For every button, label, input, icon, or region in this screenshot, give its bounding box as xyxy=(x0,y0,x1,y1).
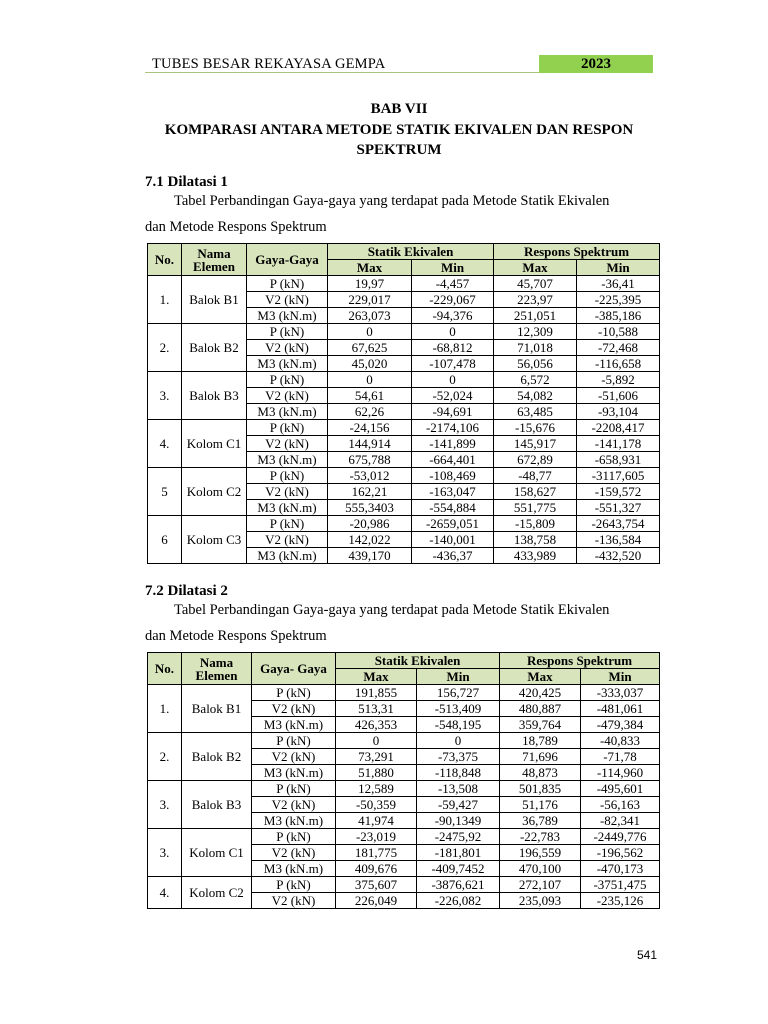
force-type: V2 (kN) xyxy=(252,893,336,909)
section1-para-line2: dan Metode Respons Spektrum xyxy=(145,219,327,235)
statik-min: -13,508 xyxy=(417,781,500,797)
chapter-title-line2: SPEKTRUM xyxy=(356,142,442,158)
respons-min: -196,562 xyxy=(581,845,660,861)
force-type: M3 (kN.m) xyxy=(247,452,328,468)
statik-min: 0 xyxy=(412,324,494,340)
force-type: M3 (kN.m) xyxy=(252,717,336,733)
statik-max: 51,880 xyxy=(336,765,417,781)
respons-max: 51,176 xyxy=(500,797,581,813)
table-row xyxy=(148,420,660,436)
row-number: 3. xyxy=(148,372,182,420)
respons-min: -136,584 xyxy=(577,532,660,548)
respons-max: 138,758 xyxy=(494,532,577,548)
col-header-se-max: Max xyxy=(328,260,412,276)
statik-max: 555,3403 xyxy=(328,500,412,516)
section1-para-line1: Tabel Perbandingan Gaya-gaya yang terdapat pada Metode Statik Ekivalen xyxy=(174,193,610,209)
respons-max: 272,107 xyxy=(500,877,581,893)
element-name: Balok B3 xyxy=(182,372,247,420)
statik-min: -141,899 xyxy=(412,436,494,452)
respons-max: 223,97 xyxy=(494,292,577,308)
respons-max: 158,627 xyxy=(494,484,577,500)
statik-min: -4,457 xyxy=(412,276,494,292)
statik-max: 513,31 xyxy=(336,701,417,717)
statik-max: 73,291 xyxy=(336,749,417,765)
respons-max: 12,309 xyxy=(494,324,577,340)
statik-max: 144,914 xyxy=(328,436,412,452)
statik-max: 45,020 xyxy=(328,356,412,372)
force-type: M3 (kN.m) xyxy=(252,813,336,829)
statik-min: -52,024 xyxy=(412,388,494,404)
statik-max: 19,97 xyxy=(328,276,412,292)
statik-min: -3876,621 xyxy=(417,877,500,893)
row-number: 1. xyxy=(148,276,182,324)
force-type: V2 (kN) xyxy=(247,292,328,308)
element-name: Balok B2 xyxy=(182,324,247,372)
col-header-se-max: Max xyxy=(336,669,417,685)
respons-min: -141,178 xyxy=(577,436,660,452)
respons-min: -495,601 xyxy=(581,781,660,797)
force-type: M3 (kN.m) xyxy=(247,404,328,420)
col-header-rs-min: Min xyxy=(577,260,660,276)
col-header-rs-min: Min xyxy=(581,669,660,685)
respons-max: 501,835 xyxy=(500,781,581,797)
statik-min: -2659,051 xyxy=(412,516,494,532)
respons-min: -551,327 xyxy=(577,500,660,516)
table-dilatasi-2 xyxy=(147,652,660,909)
statik-min: -118,848 xyxy=(417,765,500,781)
respons-max: 672,89 xyxy=(494,452,577,468)
respons-min: -71,78 xyxy=(581,749,660,765)
respons-min: -3117,605 xyxy=(577,468,660,484)
force-type: P (kN) xyxy=(252,877,336,893)
col-header-nama-elemen: Nama Elemen xyxy=(182,244,247,276)
statik-max: 0 xyxy=(328,372,412,388)
element-name: Kolom C2 xyxy=(182,468,247,516)
respons-min: -479,384 xyxy=(581,717,660,733)
table-row xyxy=(148,324,660,340)
respons-min: -3751,475 xyxy=(581,877,660,893)
respons-max: 48,873 xyxy=(500,765,581,781)
statik-min: -2174,106 xyxy=(412,420,494,436)
respons-max: 45,707 xyxy=(494,276,577,292)
header-year: 2023 xyxy=(539,55,653,73)
statik-max: 181,775 xyxy=(336,845,417,861)
statik-min: -73,375 xyxy=(417,749,500,765)
statik-max: 675,788 xyxy=(328,452,412,468)
table-row xyxy=(148,468,660,484)
respons-max: 6,572 xyxy=(494,372,577,388)
element-name: Kolom C1 xyxy=(182,829,252,877)
row-number: 3. xyxy=(148,781,182,829)
respons-max: 470,100 xyxy=(500,861,581,877)
statik-min: -229,067 xyxy=(412,292,494,308)
table-row xyxy=(148,877,660,893)
element-name: Kolom C3 xyxy=(182,516,247,564)
respons-min: -2449,776 xyxy=(581,829,660,845)
respons-max: -48,77 xyxy=(494,468,577,484)
respons-min: -51,606 xyxy=(577,388,660,404)
table-row xyxy=(148,685,660,701)
table-body xyxy=(148,276,660,564)
statik-max: -53,012 xyxy=(328,468,412,484)
respons-max: -22,783 xyxy=(500,829,581,845)
force-type: M3 (kN.m) xyxy=(247,356,328,372)
respons-min: -658,931 xyxy=(577,452,660,468)
force-type: P (kN) xyxy=(247,516,328,532)
statik-max: 0 xyxy=(336,733,417,749)
section2-title: 7.2 Dilatasi 2 xyxy=(145,583,228,599)
force-type: M3 (kN.m) xyxy=(247,500,328,516)
respons-max: 56,056 xyxy=(494,356,577,372)
statik-max: 229,017 xyxy=(328,292,412,308)
statik-max: -20,986 xyxy=(328,516,412,532)
statik-max: 426,353 xyxy=(336,717,417,733)
respons-min: -432,520 xyxy=(577,548,660,564)
statik-max: -24,156 xyxy=(328,420,412,436)
statik-max: 226,049 xyxy=(336,893,417,909)
element-name: Balok B1 xyxy=(182,276,247,324)
respons-min: -481,061 xyxy=(581,701,660,717)
statik-max: 0 xyxy=(328,324,412,340)
statik-min: -2475,92 xyxy=(417,829,500,845)
header-title: TUBES BESAR REKAYASA GEMPA xyxy=(145,54,539,73)
element-name: Balok B2 xyxy=(182,733,252,781)
statik-max: 12,589 xyxy=(336,781,417,797)
force-type: P (kN) xyxy=(247,420,328,436)
respons-max: -15,676 xyxy=(494,420,577,436)
respons-max: 71,018 xyxy=(494,340,577,356)
force-type: P (kN) xyxy=(252,781,336,797)
statik-max: 142,022 xyxy=(328,532,412,548)
force-type: M3 (kN.m) xyxy=(252,861,336,877)
force-type: M3 (kN.m) xyxy=(247,308,328,324)
col-header-rs-max: Max xyxy=(494,260,577,276)
row-number: 5 xyxy=(148,468,182,516)
respons-max: 54,082 xyxy=(494,388,577,404)
row-number: 1. xyxy=(148,685,182,733)
col-header-nama-elemen: Nama Elemen xyxy=(182,653,252,685)
respons-min: -82,341 xyxy=(581,813,660,829)
statik-min: -513,409 xyxy=(417,701,500,717)
statik-min: -554,884 xyxy=(412,500,494,516)
respons-max: 235,093 xyxy=(500,893,581,909)
force-type: M3 (kN.m) xyxy=(247,548,328,564)
force-type: V2 (kN) xyxy=(252,845,336,861)
statik-min: 0 xyxy=(417,733,500,749)
section2-para-line1: Tabel Perbandingan Gaya-gaya yang terdapat pada Metode Statik Ekivalen xyxy=(174,602,610,618)
statik-max: 375,607 xyxy=(336,877,417,893)
section2-para-line2: dan Metode Respons Spektrum xyxy=(145,628,327,644)
statik-min: -108,469 xyxy=(412,468,494,484)
row-number: 2. xyxy=(148,324,182,372)
force-type: V2 (kN) xyxy=(247,532,328,548)
respons-max: 63,485 xyxy=(494,404,577,420)
respons-min: -36,41 xyxy=(577,276,660,292)
respons-min: -2643,754 xyxy=(577,516,660,532)
force-type: V2 (kN) xyxy=(247,388,328,404)
statik-max: 409,676 xyxy=(336,861,417,877)
respons-max: 196,559 xyxy=(500,845,581,861)
respons-max: 71,696 xyxy=(500,749,581,765)
col-header-gaya: Gaya-Gaya xyxy=(247,244,328,276)
force-type: P (kN) xyxy=(247,276,328,292)
col-header-respons: Respons Spektrum xyxy=(494,244,660,260)
respons-min: -40,833 xyxy=(581,733,660,749)
respons-max: 480,887 xyxy=(500,701,581,717)
statik-min: -107,478 xyxy=(412,356,494,372)
respons-min: -333,037 xyxy=(581,685,660,701)
respons-min: -2208,417 xyxy=(577,420,660,436)
respons-max: 36,789 xyxy=(500,813,581,829)
chapter-title-line1: KOMPARASI ANTARA METODE STATIK EKIVALEN DAN RESPON xyxy=(164,122,634,138)
table-row xyxy=(148,516,660,532)
row-number: 6 xyxy=(148,516,182,564)
force-type: V2 (kN) xyxy=(252,797,336,813)
respons-max: 251,051 xyxy=(494,308,577,324)
statik-min: -59,427 xyxy=(417,797,500,813)
respons-max: 420,425 xyxy=(500,685,581,701)
force-type: P (kN) xyxy=(252,685,336,701)
statik-min: -94,691 xyxy=(412,404,494,420)
respons-min: -385,186 xyxy=(577,308,660,324)
statik-min: -436,37 xyxy=(412,548,494,564)
respons-min: -5,892 xyxy=(577,372,660,388)
table-row xyxy=(148,829,660,845)
force-type: V2 (kN) xyxy=(252,749,336,765)
statik-min: -548,195 xyxy=(417,717,500,733)
statik-max: 439,170 xyxy=(328,548,412,564)
section1-title: 7.1 Dilatasi 1 xyxy=(145,174,228,190)
element-name: Kolom C1 xyxy=(182,420,247,468)
respons-min: -93,104 xyxy=(577,404,660,420)
statik-max: 62,26 xyxy=(328,404,412,420)
statik-max: 41,974 xyxy=(336,813,417,829)
statik-max: 162,21 xyxy=(328,484,412,500)
statik-min: -181,801 xyxy=(417,845,500,861)
row-number: 4. xyxy=(148,420,182,468)
col-header-se-min: Min xyxy=(412,260,494,276)
col-header-statik: Statik Ekivalen xyxy=(336,653,500,669)
statik-max: -23,019 xyxy=(336,829,417,845)
force-type: V2 (kN) xyxy=(247,340,328,356)
force-type: P (kN) xyxy=(252,829,336,845)
table-body xyxy=(148,685,660,909)
statik-max: 263,073 xyxy=(328,308,412,324)
respons-max: 359,764 xyxy=(500,717,581,733)
statik-min: -140,001 xyxy=(412,532,494,548)
force-type: P (kN) xyxy=(247,324,328,340)
respons-min: -116,658 xyxy=(577,356,660,372)
table-dilatasi-1 xyxy=(147,243,660,564)
row-number: 4. xyxy=(148,877,182,909)
force-type: V2 (kN) xyxy=(247,436,328,452)
respons-min: -114,960 xyxy=(581,765,660,781)
statik-min: 0 xyxy=(412,372,494,388)
col-header-respons: Respons Spektrum xyxy=(500,653,660,669)
statik-min: -409,7452 xyxy=(417,861,500,877)
force-type: P (kN) xyxy=(252,733,336,749)
force-type: M3 (kN.m) xyxy=(252,765,336,781)
col-header-statik: Statik Ekivalen xyxy=(328,244,494,260)
statik-min: -226,082 xyxy=(417,893,500,909)
col-header-no: No. xyxy=(148,653,182,685)
statik-min: 156,727 xyxy=(417,685,500,701)
table-row xyxy=(148,733,660,749)
force-type: P (kN) xyxy=(247,372,328,388)
respons-min: -56,163 xyxy=(581,797,660,813)
statik-max: 67,625 xyxy=(328,340,412,356)
respons-min: -470,173 xyxy=(581,861,660,877)
col-header-gaya: Gaya- Gaya xyxy=(252,653,336,685)
chapter-number: BAB VII xyxy=(370,101,428,117)
respons-min: -72,468 xyxy=(577,340,660,356)
col-header-rs-max: Max xyxy=(500,669,581,685)
respons-min: -225,395 xyxy=(577,292,660,308)
statik-min: -664,401 xyxy=(412,452,494,468)
statik-max: 191,855 xyxy=(336,685,417,701)
element-name: Balok B1 xyxy=(182,685,252,733)
row-number: 2. xyxy=(148,733,182,781)
statik-min: -68,812 xyxy=(412,340,494,356)
table-row xyxy=(148,276,660,292)
table-row xyxy=(148,372,660,388)
col-header-no: No. xyxy=(148,244,182,276)
respons-max: 18,789 xyxy=(500,733,581,749)
statik-max: -50,359 xyxy=(336,797,417,813)
table-row xyxy=(148,781,660,797)
respons-min: -10,588 xyxy=(577,324,660,340)
element-name: Kolom C2 xyxy=(182,877,252,909)
statik-min: -163,047 xyxy=(412,484,494,500)
force-type: V2 (kN) xyxy=(252,701,336,717)
force-type: P (kN) xyxy=(247,468,328,484)
statik-max: 54,61 xyxy=(328,388,412,404)
col-header-se-min: Min xyxy=(417,669,500,685)
page-number: 541 xyxy=(637,948,658,962)
statik-min: -94,376 xyxy=(412,308,494,324)
force-type: V2 (kN) xyxy=(247,484,328,500)
running-header xyxy=(145,54,653,74)
respons-max: 551,775 xyxy=(494,500,577,516)
respons-max: 145,917 xyxy=(494,436,577,452)
element-name: Balok B3 xyxy=(182,781,252,829)
respons-max: 433,989 xyxy=(494,548,577,564)
row-number: 3. xyxy=(148,829,182,877)
respons-max: -15,809 xyxy=(494,516,577,532)
respons-min: -159,572 xyxy=(577,484,660,500)
respons-min: -235,126 xyxy=(581,893,660,909)
statik-min: -90,1349 xyxy=(417,813,500,829)
